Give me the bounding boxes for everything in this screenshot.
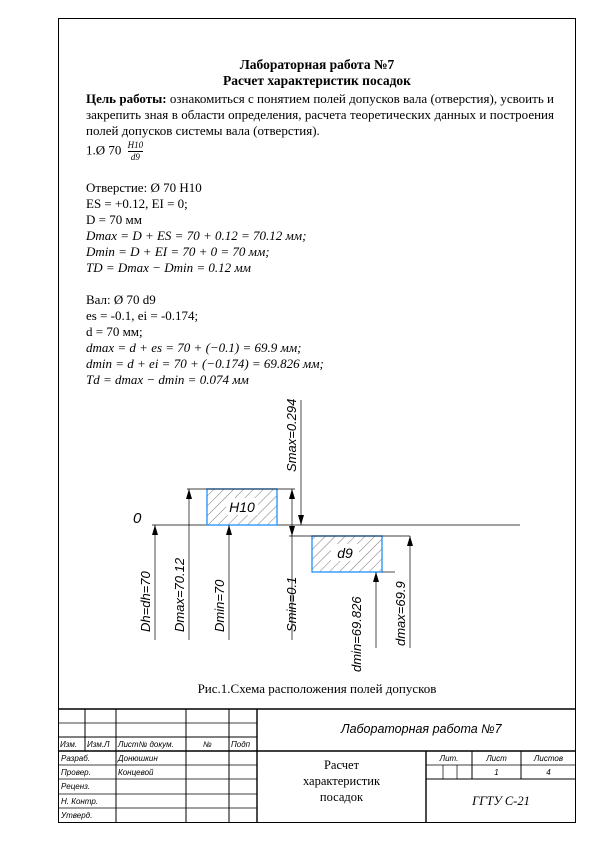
hole-line: ES = +0.12, EI = 0; (86, 196, 188, 211)
shaft-line: Td = dmax − dmin = 0.074 мм (86, 372, 249, 387)
stamp-role: Н. Контр. (61, 797, 99, 806)
stamp-lit-label: Лит. (439, 754, 459, 763)
stamp-person: Концевой (118, 768, 154, 777)
stamp-person: Донюшкин (118, 754, 158, 763)
stamp-organization: ГГТУ С-21 (472, 794, 530, 808)
stamp-col-num: № (203, 740, 212, 749)
stamp-subject-1: Расчет (323, 758, 360, 772)
shaft-field-label: d9 (337, 545, 353, 561)
goal-label: Цель работы: (86, 91, 167, 106)
stamp-role: Утверд. (61, 811, 93, 820)
stamp-role: Реценз. (61, 782, 91, 791)
stamp-col-doc: Лист№ докум. (118, 740, 174, 749)
hole-line: D = 70 мм (86, 212, 142, 227)
stamp-role: Разраб. (61, 754, 90, 763)
fit-prefix: 1.Ø 70 (86, 142, 122, 158)
shaft-line: dmin = d + ei = 70 + (−0.174) = 69.826 мм; (86, 356, 324, 371)
lab-subtitle: Расчет характеристик посадок (223, 73, 411, 88)
label-dh: Dh=dh=70 (138, 571, 153, 632)
label-dmax-shaft: dmax=69.9 (393, 581, 408, 646)
stamp-sheet-label: Лист (486, 754, 507, 763)
shaft-line: dmax = d + es = 70 + (−0.1) = 69.9 мм; (86, 340, 302, 355)
stamp-subject-3: посадок (319, 790, 364, 804)
zero-label: 0 (133, 510, 142, 527)
label-smax: Smax=0.294 (284, 398, 299, 472)
stamp-doc-title: Лабораторная работа №7 (341, 722, 502, 736)
shaft-heading: Вал: Ø 70 d9 (86, 292, 156, 307)
hole-line: Dmin = D + EI = 70 + 0 = 70 мм; (86, 244, 270, 259)
shaft-line: d = 70 мм; (86, 324, 143, 339)
fit-numerator: H10 (127, 140, 144, 150)
stamp-subject-2: характеристик (302, 774, 381, 788)
label-dmax: Dmax=70.12 (172, 557, 187, 632)
hole-heading: Отверстие: Ø 70 H10 (86, 180, 202, 195)
stamp-col-izml: Изм.Л (87, 740, 110, 749)
lab-title: Лабораторная работа №7 (239, 57, 395, 72)
shaft-line: es = -0.1, ei = -0.174; (86, 308, 199, 323)
label-dmin-shaft: dmin=69.826 (349, 596, 364, 672)
stamp-col-sign: Подп (231, 740, 251, 749)
goal-text: ознакомиться с понятием полей допусков вала (отверстия), усвоить и закрепить зная в области определения, расчета теоретических данных и построения полей допусков системы вала (отверстия). (86, 91, 554, 138)
stamp-role: Провер. (61, 768, 91, 777)
stamp-col-izm: Изм. (60, 740, 78, 749)
label-smin: Smin=0.1 (284, 576, 299, 632)
figure-caption: Рис.1.Схема расположения полей допусков (197, 681, 437, 696)
hole-field-label: H10 (229, 499, 255, 515)
stamp-sheets-label: Листов (533, 754, 564, 763)
hole-line: Dmax = D + ES = 70 + 0.12 = 70.12 мм; (86, 228, 307, 243)
stamp-sheet-value: 1 (494, 768, 499, 777)
label-dmin: Dmin=70 (212, 579, 227, 632)
stamp-sheets-value: 4 (546, 768, 551, 777)
fit-denominator: d9 (130, 152, 140, 162)
hole-line: TD = Dmax − Dmin = 0.12 мм (86, 260, 251, 275)
